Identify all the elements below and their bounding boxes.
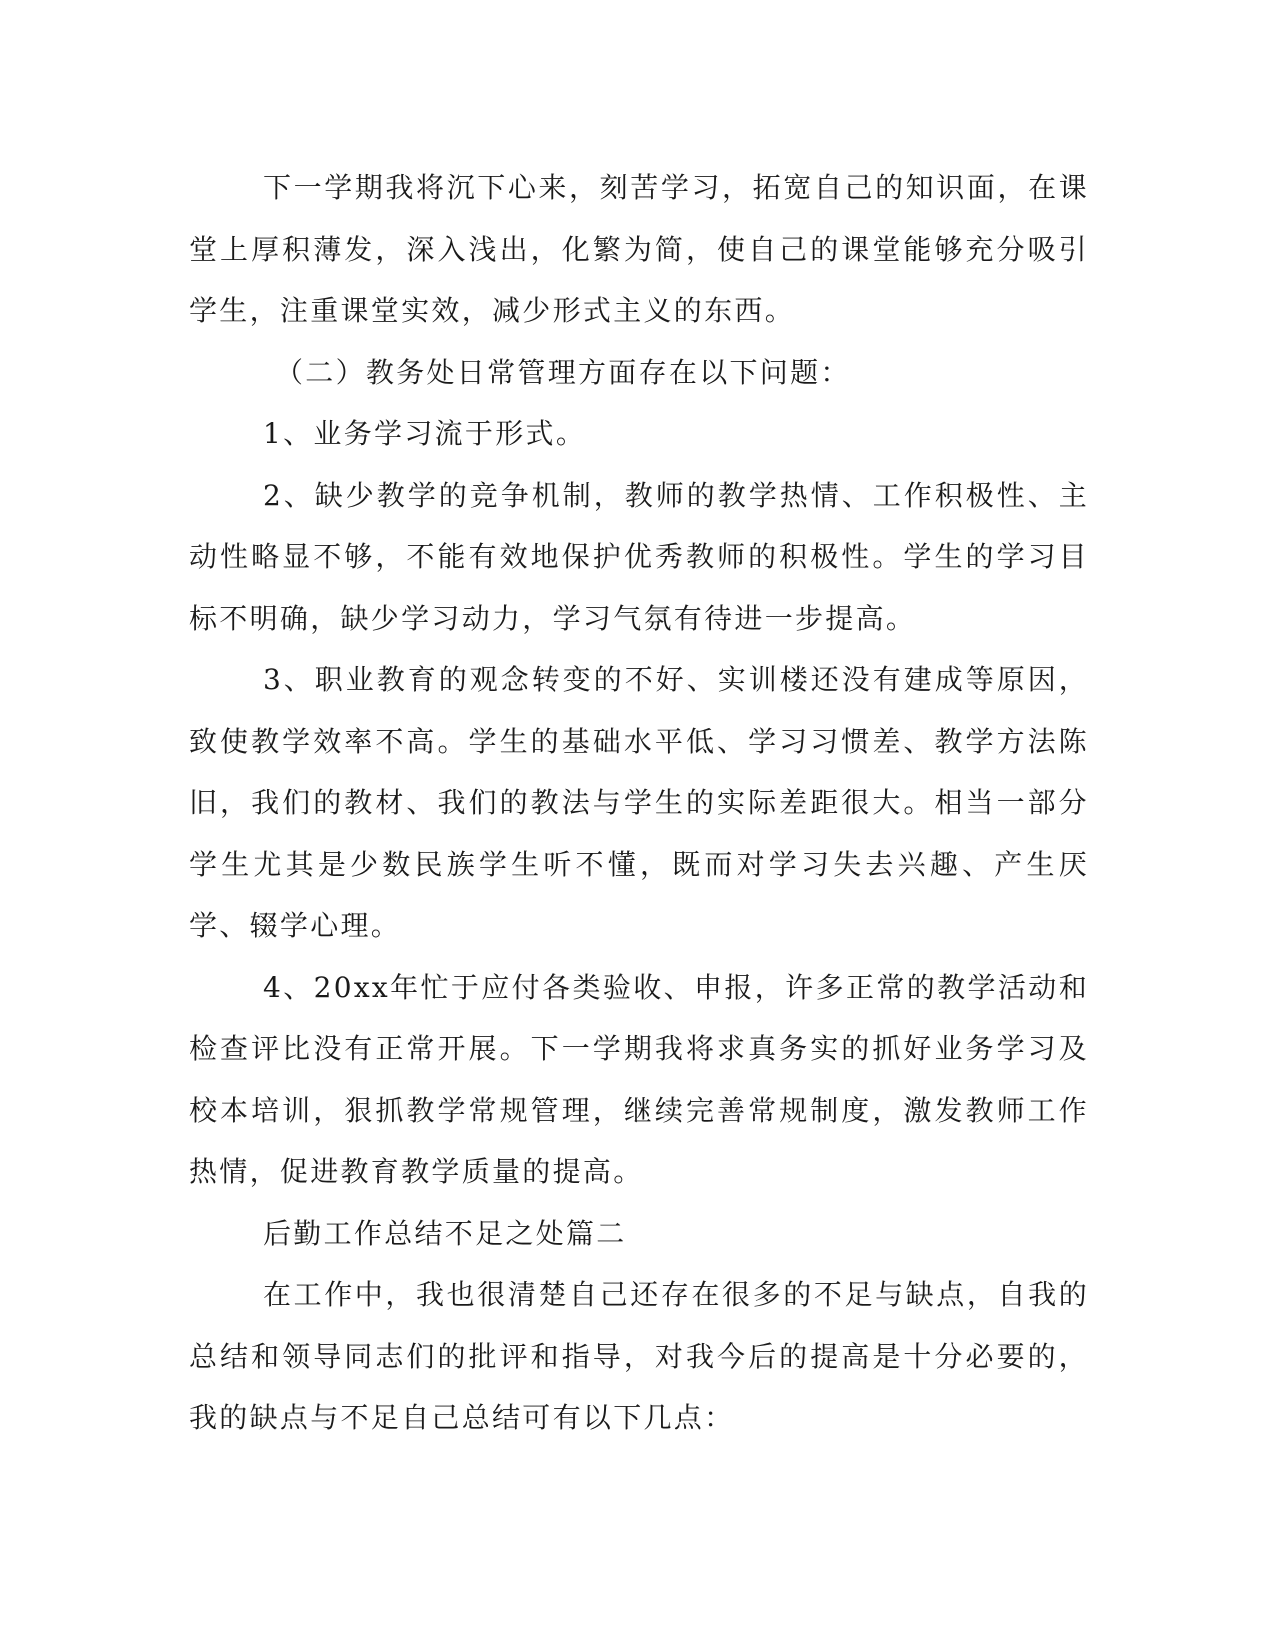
section-heading-academic-affairs: （二）教务处日常管理方面存在以下问题： (275, 355, 851, 389)
section-heading-logistics: 后勤工作总结不足之处篇二 (263, 1216, 627, 1250)
list-item-1: 1、业务学习流于形式。 (263, 417, 587, 450)
document-body (189, 157, 1089, 1449)
paragraph-shortcomings: 在工作中，我也很清楚自己还存在很多的不足与缺点，自我的总结和领导同志们的批评和指导，对我今后的提高是十分必要的，我的缺点与不足自己总结可有以下几点： (189, 1278, 1089, 1434)
paragraph-study-plan: 下一学期我将沉下心来，刻苦学习，拓宽自己的知识面，在课堂上厚积薄发，深入浅出，化繁为简，使自己的课堂能够充分吸引学生，注重课堂实效，减少形式主义的东西。 (189, 171, 1089, 327)
list-item-3: 3、职业教育的观念转变的不好、实训楼还没有建成等原因，致使教学效率不高。学生的基础水平低、学习习惯差、教学方法陈旧，我们的教材、我们的教法与学生的实际差距很大。相当一部分学生尤其是少数民族学生听不懂，既而对学习失去兴趣、产生厌学、辍学心理。 (189, 663, 1089, 942)
list-item-4: 4、20xx年忙于应付各类验收、申报，许多正常的教学活动和检查评比没有正常开展。下一学期我将求真务实的抓好业务学习及校本培训，狠抓教学常规管理，继续完善常规制度，激发教师工作热情，促进教育教学质量的提高。 (189, 970, 1089, 1188)
list-item-2: 2、缺少教学的竞争机制，教师的教学热情、工作积极性、主动性略显不够，不能有效地保护优秀教师的积极性。学生的学习目标不明确，缺少学习动力，学习气氛有待进一步提高。 (189, 478, 1089, 635)
